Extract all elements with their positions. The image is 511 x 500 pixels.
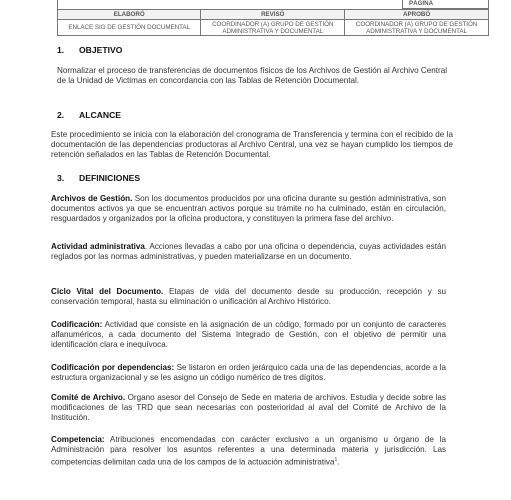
- col-elaboro: ELABORÓ: [58, 10, 201, 20]
- definition-item: Archivos de Gestión. Son los documentos producidos por una oficina durante su gestión administrativa, son documentos activos ya que se encuentran activos porque su trámite no ha culminado, están en circulación, resguardados y organizados por la oficina productora, y constituyen la primera fase del archivo.: [51, 194, 446, 223]
- definition-term: Codificación por dependencias:: [51, 363, 175, 372]
- definition-item: Ciclo Vital del Documento. Etapas de vida del documento desde su producción, recepción y su conservación temporal, hasta su eliminación o unificación al Archivo Histórico.: [51, 287, 446, 306]
- definition-term: Actividad administrativa: [51, 242, 145, 251]
- section-definiciones-heading: 3. DEFINICIONES: [57, 173, 141, 183]
- col-aprobo: APROBÓ: [345, 10, 489, 20]
- definition-item: Comité de Archivo. Organo asesor del Consejo de Sede en materia de archivos. Estudia y decide sobre las modificaciones de las TRD que sean necesarias con posterioridad al aval del Comité de Archivo de la Institución.: [51, 393, 446, 422]
- definition-term: Archivos de Gestión.: [51, 194, 133, 203]
- footnote-marker: 1: [334, 457, 338, 463]
- objetivo-text: Normalizar el proceso de transferencias de documentos físicos de los Archivos de Gestión al Archivo Central de la Unidad de Victimas en concordancia con las Tablas de Retención Documental.: [57, 66, 447, 85]
- val-elaboro: ENLACE SIG DE GESTIÓN DOCUMENTAL: [58, 20, 201, 36]
- definition-item: Codificación por dependencias: Se listaron en orden jerárquico cada una de las dependencias, acorde a la estructura organizacional y se les asigno un código numérico de tres dígitos.: [51, 363, 446, 382]
- definition-term: Ciclo Vital del Documento.: [51, 287, 164, 296]
- page-label: PÁGINA: [402, 0, 489, 9]
- definition-item: Codificación: Actividad que consiste en la asignación de un código, formado por un conjunto de caracteres alfanuméricos, a cada documento del Sistema Integrado de Gestión, con el objetivo de permitir una identificación clara e inequívoca.: [51, 320, 446, 349]
- col-reviso: REVISÓ: [201, 10, 345, 20]
- section-objetivo-heading: 1. OBJETIVO: [57, 45, 123, 55]
- definition-term: Competencia:: [51, 435, 105, 444]
- definition-term: Comité de Archivo.: [51, 393, 126, 402]
- section-alcance-heading: 2. ALCANCE: [57, 110, 122, 120]
- val-reviso: COORDINADOR (A) GRUPO DE GESTIÓN ADMINISTRATIVA Y DOCUMENTAL: [201, 20, 345, 36]
- definition-item: Competencia: Atribuciones encomendadas con carácter exclusivo a un organismo u órgano de la Administración para resolver los asuntos referentes a una determinada materia y jurisdicción. Las competencias delimitan cada una de los campos de la actuación administrativa$^1$.: [51, 435, 446, 467]
- val-aprobo: COORDINADOR (A) GRUPO DE GESTIÓN ADMINISTRATIVA Y DOCUMENTAL: [345, 20, 489, 36]
- approval-table: [57, 9, 489, 36]
- alcance-text: Este procedimiento se inicia con la elaboración del cronograma de Transferencia y termina con el recibido de la documentación de las dependencias productoras al Archivo Central, una vez se hayan cumplido los tiempos de retención señalados en las Tablas de Retención Documental.: [51, 130, 453, 159]
- definition-item: Actividad administrativa. Acciones llevadas a cabo por una oficina o dependencia, cuyas actividades están reglados por las normas administrativas, y pueden materializarse en un documento.: [51, 242, 446, 261]
- definition-term: Codificación:: [51, 320, 103, 329]
